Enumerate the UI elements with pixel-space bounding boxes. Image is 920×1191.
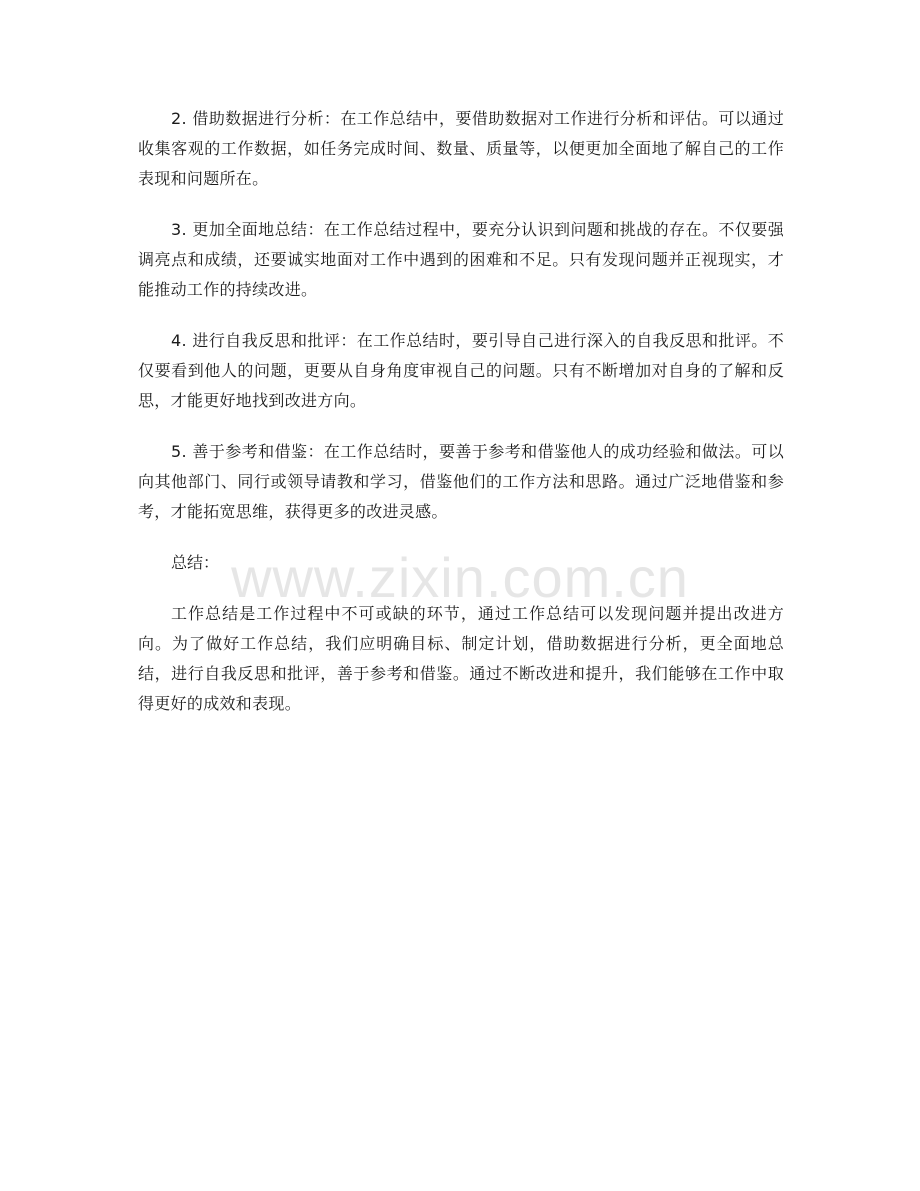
summary-paragraph: 工作总结是工作过程中不可或缺的环节，通过工作总结可以发现问题并提出改进方向。为了做好工作总结，我们应明确目标、制定计划，借助数据进行分析，更全面地总结，进行自我反思和批评，善于参考和借鉴。通过不断改进和提升，我们能够在工作中取得更好的成效和表现。	[138, 604, 784, 713]
document-body	[138, 104, 784, 740]
watermark: www.zixin.com.cn	[231, 546, 689, 609]
summary-heading: 总结：	[171, 553, 220, 572]
paragraph-item-3: 3. 更加全面地总结：在工作总结过程中，要充分认识到问题和挑战的存在。不仅要强调亮点和成绩，还要诚实地面对工作中遇到的困难和不足。只有发现问题并正视现实，才能推动工作的持续改进。	[138, 220, 784, 299]
paragraph-item-2: 2. 借助数据进行分析：在工作总结中，要借助数据对工作进行分析和评估。可以通过收集客观的工作数据，如任务完成时间、数量、质量等，以便更加全面地了解自己的工作表现和问题所在。	[138, 109, 784, 188]
paragraph-item-4: 4. 进行自我反思和批评：在工作总结时，要引导自己进行深入的自我反思和批评。不仅要看到他人的问题，更要从自身角度审视自己的问题。只有不断增加对自身的了解和反思，才能更好地找到改进方向。	[138, 331, 784, 410]
paragraph-item-5: 5. 善于参考和借鉴：在工作总结时，要善于参考和借鉴他人的成功经验和做法。可以向其他部门、同行或领导请教和学习，借鉴他们的工作方法和思路。通过广泛地借鉴和参考，才能拓宽思维，获得更多的改进灵感。	[138, 442, 784, 521]
